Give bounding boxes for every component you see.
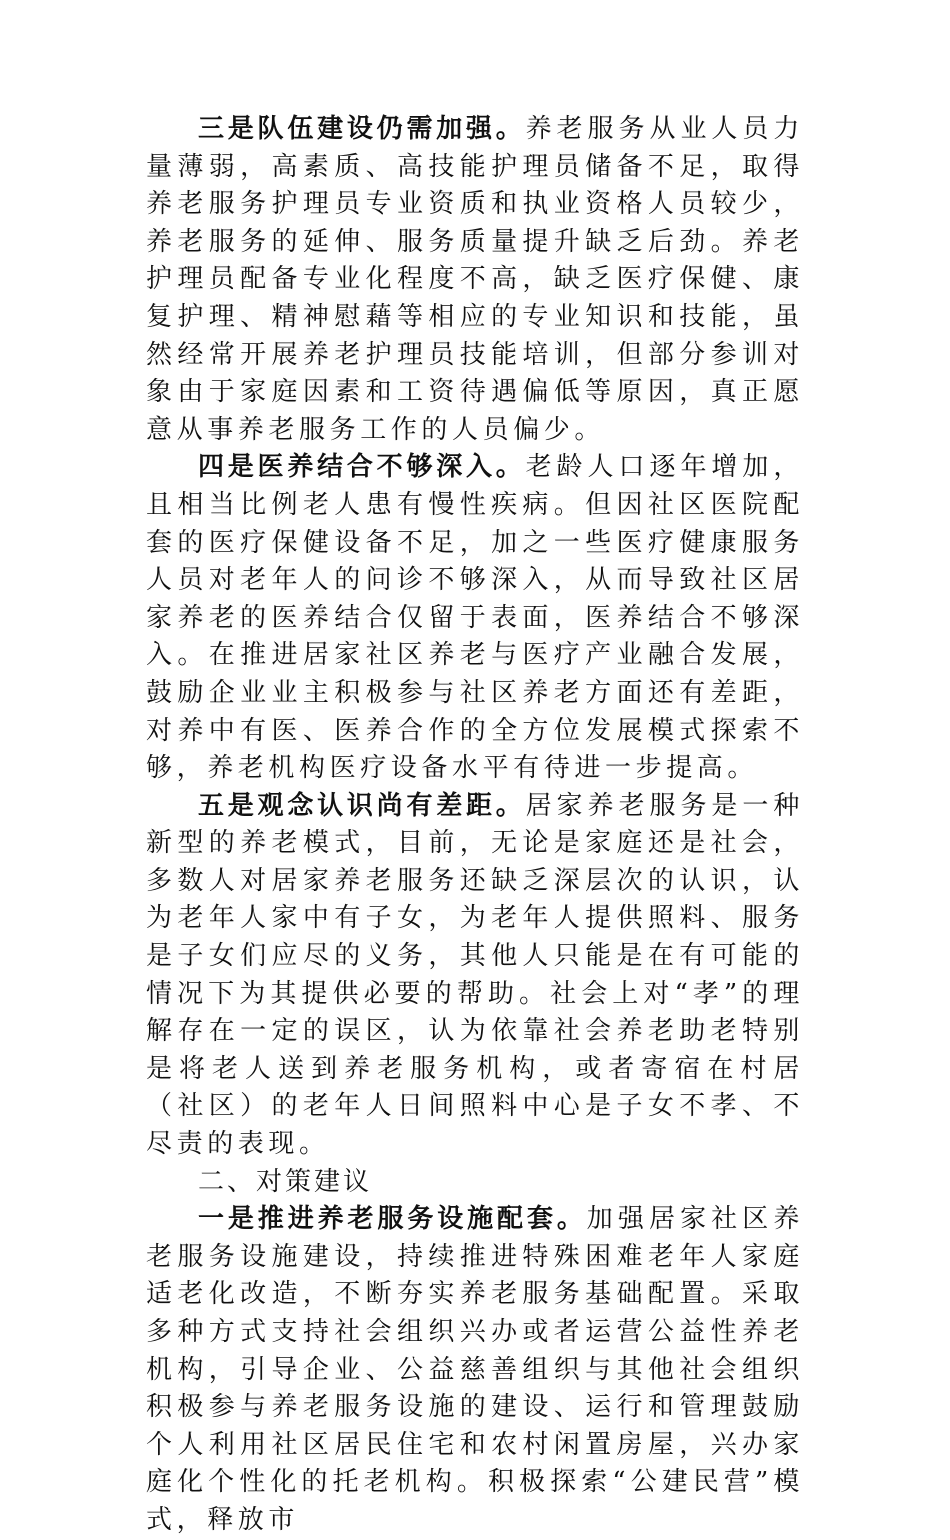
paragraph-lead: 五是观念认识尚有差距。: [198, 790, 526, 821]
paragraph-body: 居家养老服务是一种新型的养老模式，目前，无论是家庭还是社会，多数人对居家养老服务还缺乏深层次的认识，认为老年人家中有子女，为老年人提供照料、服务是子女们应尽的义务，其他人只能是在有可能的情况下为其提供必要的帮助。社会上对“孝”的理解存在一定的误区，认为依靠社会养老助老特别是将老人送到养老服务机构，或者寄宿在村居（社区）的老年人日间照料中心是子女不孝、不尽责的表现。: [146, 790, 804, 1160]
paragraph-team-building: [146, 111, 804, 449]
paragraph-body: 养老服务从业人员力量薄弱，高素质、高技能护理员储备不足，取得养老服务护理员专业资质和执业资格人员较少，养老服务的延伸、服务质量提升缺乏后劲。养老护理员配备专业化程度不高，缺乏医疗保健、康复护理、精神慰藉等相应的专业知识和技能，虽然经常开展养老护理员技能培训，但部分参训对象由于家庭因素和工资待遇偏低等原因，真正愿意从事养老服务工作的人员偏少。: [146, 114, 804, 445]
section-heading: 二、对策建议: [198, 1166, 373, 1197]
paragraph-facilities: [146, 1201, 804, 1539]
paragraph-body: 老龄人口逐年增加，且相当比例老人患有慢性疾病。但因社区医院配套的医疗保健设备不足，加之一些医疗健康服务人员对老年人的问诊不够深入，从而导致社区居家养老的医养结合仅留于表面，医养结合不够深入。在推进居家社区养老与医疗产业融合发展，鼓励企业业主积极参与社区养老方面还有差距，对养中有医、医养合作的全方位发展模式探索不够，养老机构医疗设备水平有待进一步提高。: [146, 452, 804, 784]
paragraph-lead: 一是推进养老服务设施配套。: [198, 1204, 587, 1235]
paragraph-lead: 三是队伍建设仍需加强。: [198, 114, 526, 144]
paragraph-medical-care: [146, 449, 804, 787]
paragraph-awareness: [146, 788, 804, 1164]
paragraph-lead: 四是医养结合不够深入。: [198, 452, 526, 483]
paragraph-body: 加强居家社区养老服务设施建设，持续推进特殊困难老年人家庭适老化改造，不断夯实养老服务基础配置。采取多种方式支持社会组织兴办或者运营公益性养老机构，引导企业、公益慈善组织与其他社会组织积极参与养老服务设施的建设、运行和管理鼓励个人利用社区居民住宅和农村闲置房屋，兴办家庭化个性化的托老机构。积极探索“公建民营”模式，释放市: [146, 1204, 804, 1535]
